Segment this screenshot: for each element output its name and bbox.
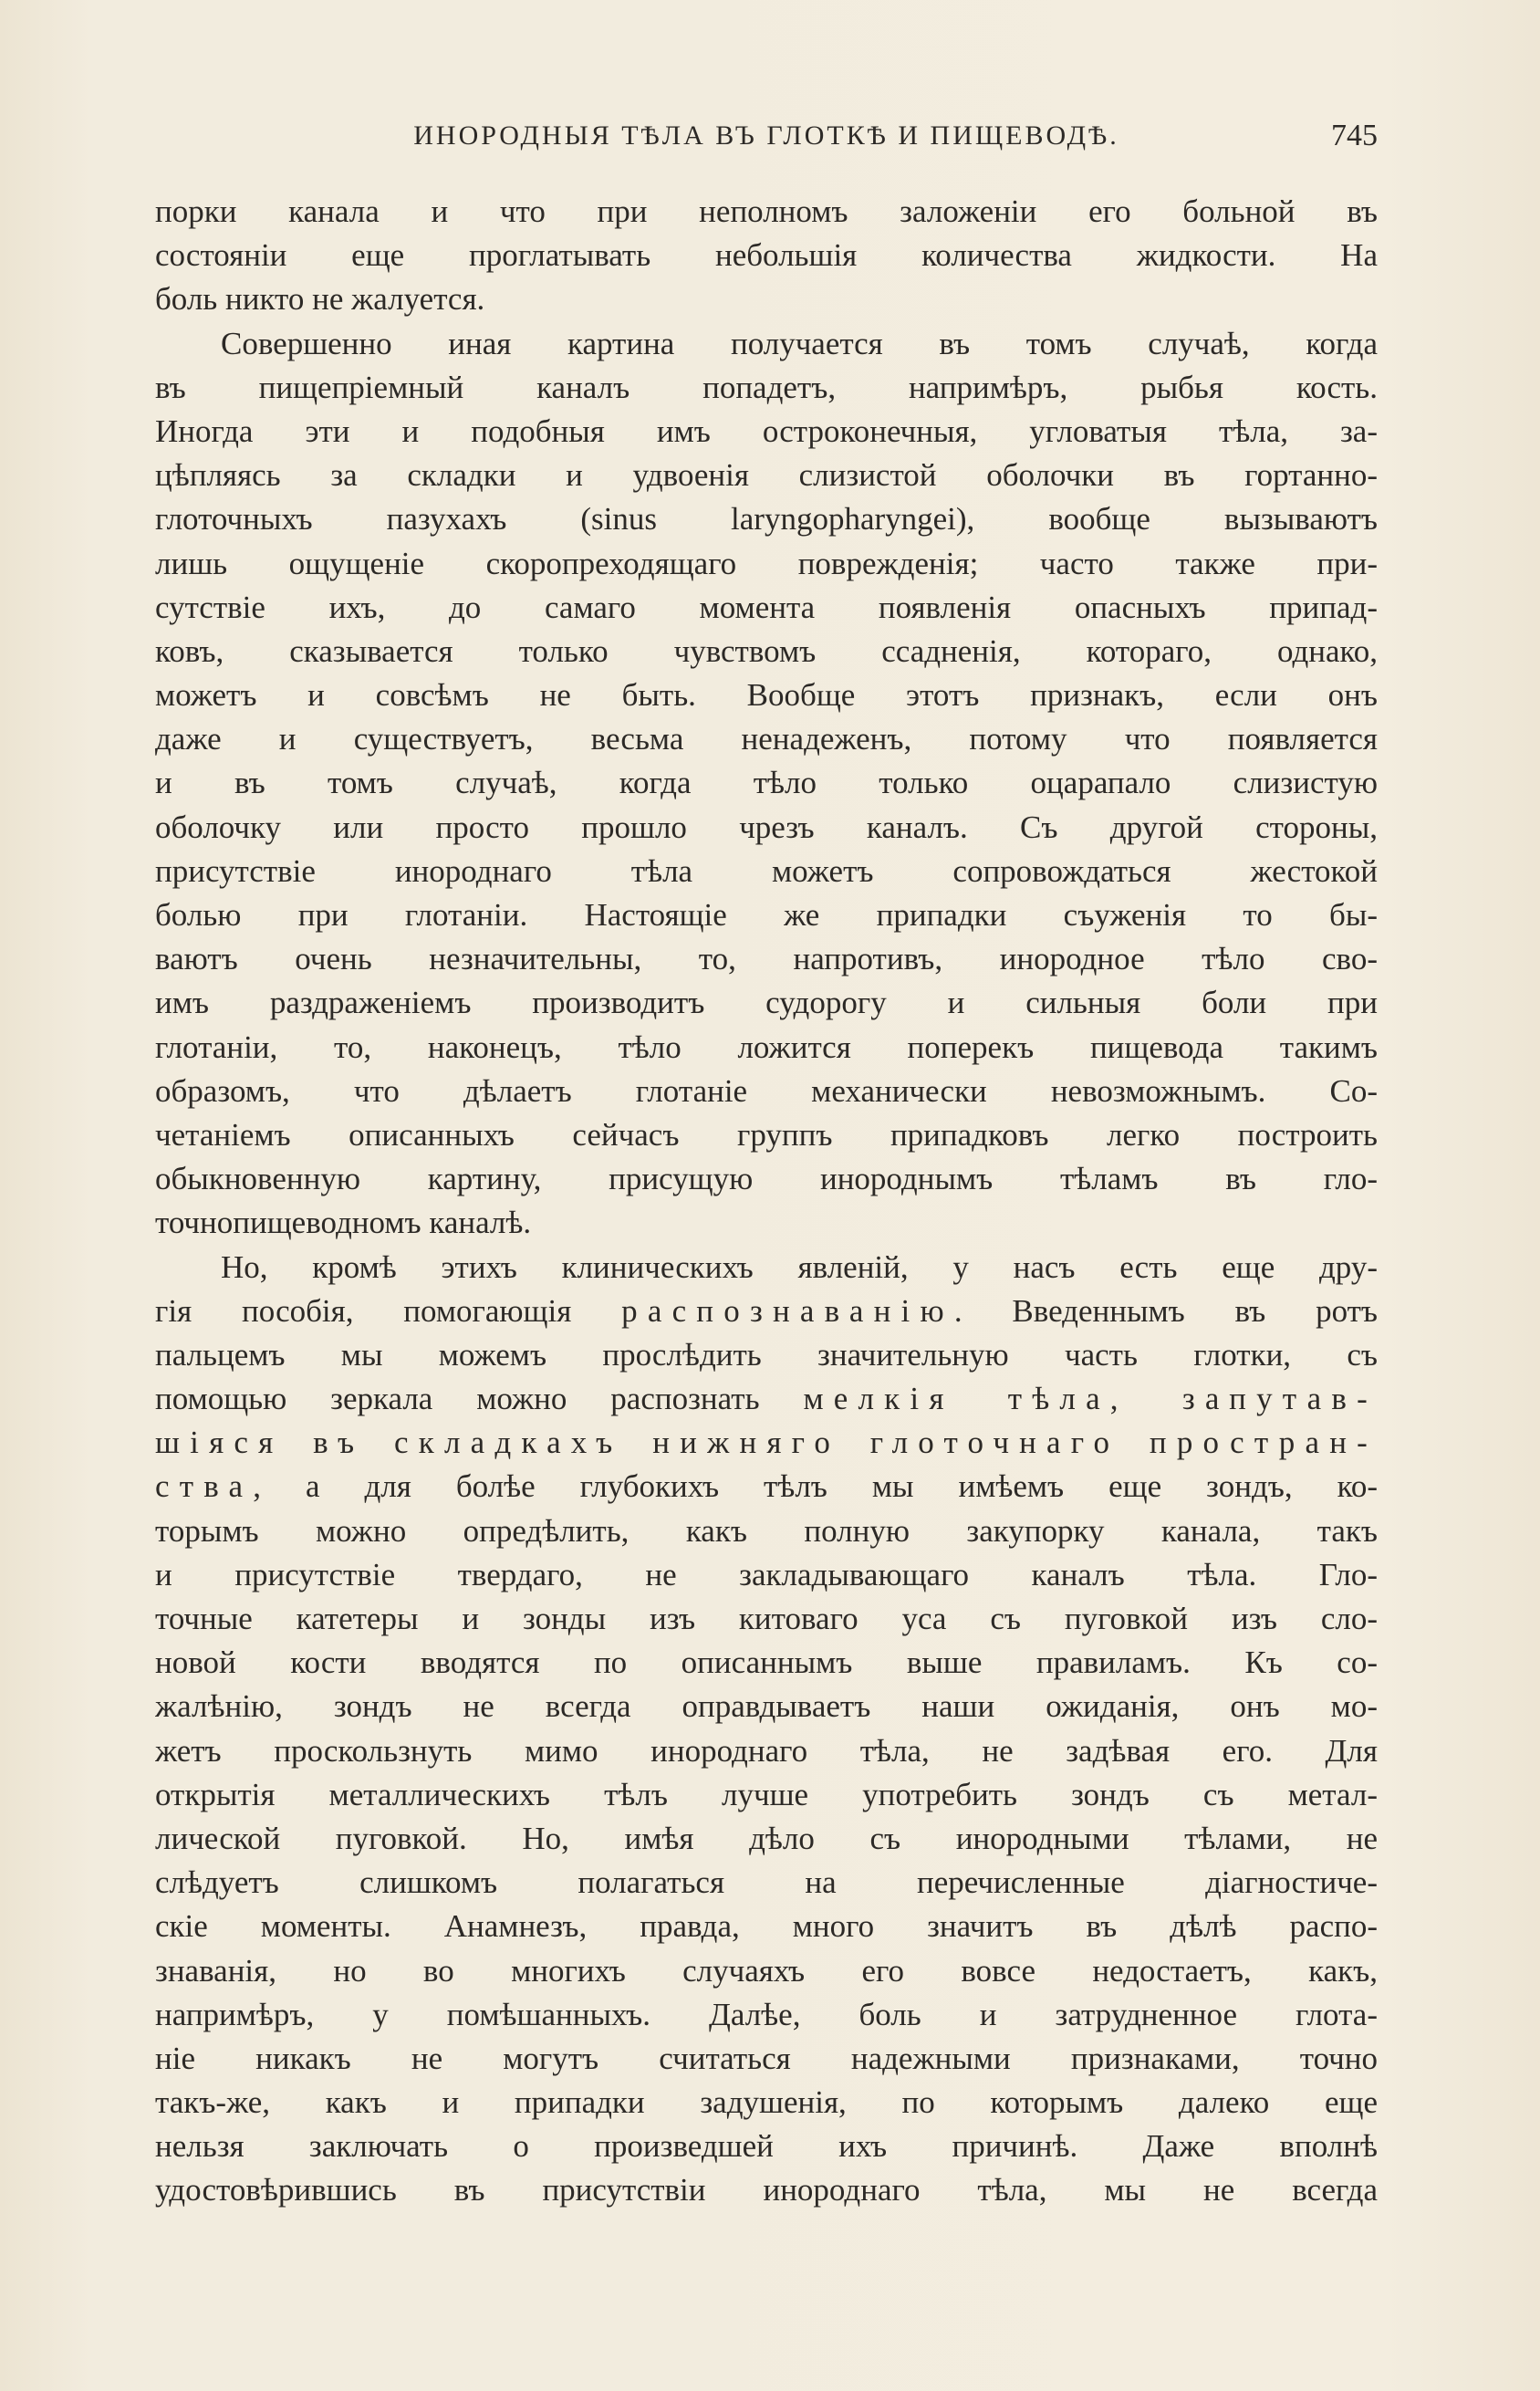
text-line: образомъ, что дѣлаетъ глотаніе механически невозможнымъ. Со-: [155, 1072, 1378, 1109]
text-line: порки канала и что при неполномъ заложеніи его больной въ: [155, 193, 1378, 229]
text-line: лишь ощущеніе скоропреходящаго поврежденія; часто также при-: [155, 545, 1378, 581]
running-header: [155, 113, 1378, 159]
spaced-emphasis: ства: [155, 1468, 254, 1505]
text-line: точные катетеры и зонды изъ китоваго уса съ пуговкой изъ сло-: [155, 1601, 1378, 1636]
text-line: состояніи еще проглатывать небольшія количества жидкости. На: [155, 237, 1378, 274]
text-line: Совершенно иная картина получается въ томъ случаѣ, когда: [221, 325, 1378, 361]
text-line: нельзя заключать о произведшей ихъ причинѣ. Даже вполнѣ: [155, 2128, 1378, 2165]
text-line: удостовѣрившись въ присутствіи инороднаго тѣла, мы не всегда: [155, 2172, 1378, 2208]
text-line: даже и существуетъ, весьма ненадеженъ, потому что появляется: [155, 721, 1378, 757]
text-line: [155, 1421, 1378, 1465]
text-line: ваютъ очень незначительны, то, напротивъ, инородное тѣло сво-: [155, 941, 1378, 977]
text-line: жетъ проскользнуть мимо инороднаго тѣла, не задѣвая его. Для: [155, 1732, 1378, 1769]
text-line: оболочку или просто прошло чрезъ каналъ. Съ другой стороны,: [155, 809, 1378, 845]
text-line: Но, кромѣ этихъ клиническихъ явленій, у насъ есть еще дру-: [221, 1248, 1378, 1285]
text-run: помощью зеркала можно распознать: [155, 1381, 804, 1417]
text-run: , а для болѣе глубокихъ тѣлъ мы имѣемъ еще зондъ, ко-: [253, 1468, 1378, 1505]
text-line: [155, 1377, 1378, 1421]
text-line: и въ томъ случаѣ, когда тѣло только оцарапало слизистую: [155, 765, 1378, 801]
text-line: ковъ, сказывается только чувствомъ ссадненія, котораго, однако,: [155, 632, 1378, 669]
text-line: торымъ можно опредѣлить, какъ полную закупорку канала, такъ: [155, 1512, 1378, 1549]
text-line: напримѣръ, у помѣшанныхъ. Далѣе, боль и затрудненное глота-: [155, 1996, 1378, 2032]
text-line: [155, 1465, 1378, 1509]
text-line: новой кости вводятся по описаннымъ выше правиламъ. Къ со-: [155, 1644, 1378, 1681]
running-title: ИНОРОДНЫЯ ТѢЛА ВЪ ГЛОТКѢ И ПИЩЕВОДѢ.: [413, 120, 1119, 151]
text-line: можетъ и совсѣмъ не быть. Вообще этотъ признакъ, если онъ: [155, 677, 1378, 714]
text-line: точнопищеводномъ каналѣ.: [155, 1205, 532, 1241]
text-line: имъ раздраженіемъ производитъ судорогу и сильныя боли при: [155, 985, 1378, 1021]
text-line: цѣпляясь за складки и удвоенія слизистой оболочки въ гортанно-: [155, 457, 1378, 494]
spaced-emphasis: распознаванію: [621, 1292, 954, 1329]
text-line: сутствіе ихъ, до самаго момента появленія опасныхъ припад-: [155, 589, 1378, 625]
text-run: . Введеннымъ въ ротъ: [953, 1292, 1378, 1329]
text-line: открытія металлическихъ тѣлъ лучше употребить зондъ съ метал-: [155, 1776, 1378, 1812]
text-line: такъ-же, какъ и припадки задушенія, по которымъ далеко еще: [155, 2084, 1378, 2121]
text-line: жалѣнію, зондъ не всегда оправдываетъ наши ожиданія, онъ мо-: [155, 1688, 1378, 1725]
text-line: лической пуговкой. Но, имѣя дѣло съ инородными тѣлами, не: [155, 1820, 1378, 1856]
text-run: гія пособія, помогающія: [155, 1292, 622, 1329]
text-line: Иногда эти и подобныя имъ остроконечныя, угловатыя тѣла, за-: [155, 412, 1378, 449]
text-line: пальцемъ мы можемъ прослѣдить значительную часть глотки, съ: [155, 1336, 1378, 1373]
text-line: скіе моменты. Анамнезъ, правда, много значитъ въ дѣлѣ распо-: [155, 1908, 1378, 1945]
text-line: въ пищепріемный каналъ попадетъ, напримѣръ, рыбья кость.: [155, 369, 1378, 405]
text-line: [155, 1289, 1378, 1333]
text-line: болью при глотаніи. Настоящіе же припадки съуженія то бы-: [155, 897, 1378, 933]
text-line: знаванія, но во многихъ случаяхъ его вовсе недостаетъ, какъ,: [155, 1952, 1378, 1989]
text-line: глотаніи, то, наконецъ, тѣло ложится поперекъ пищевода такимъ: [155, 1028, 1378, 1065]
text-line: глоточныхъ пазухахъ (sinus laryngopharyngei), вообще вызываютъ: [155, 501, 1378, 538]
text-line: слѣдуетъ слишкомъ полагаться на перечисленные діагностиче-: [155, 1864, 1378, 1901]
text-line: ніе никакъ не могутъ считаться надежными признаками, точно: [155, 2040, 1378, 2076]
text-line: обыкновенную картину, присущую инороднымъ тѣламъ въ гло-: [155, 1161, 1378, 1197]
page-number: 745: [1331, 119, 1378, 152]
text-line: четаніемъ описанныхъ сейчасъ группъ припадковъ легко построить: [155, 1116, 1378, 1153]
spaced-emphasis: шіяся въ складкахъ нижняго глоточнаго простран-: [155, 1425, 1378, 1461]
spaced-emphasis: мелкія тѣла, запутав-: [803, 1381, 1378, 1417]
body-text: [155, 190, 1378, 2213]
text-line: присутствіе инороднаго тѣла можетъ сопровождаться жестокой: [155, 852, 1378, 889]
text-line: боль никто не жалуется.: [155, 281, 485, 318]
text-line: и присутствіе твердаго, не закладывающаго каналъ тѣла. Гло-: [155, 1556, 1378, 1592]
